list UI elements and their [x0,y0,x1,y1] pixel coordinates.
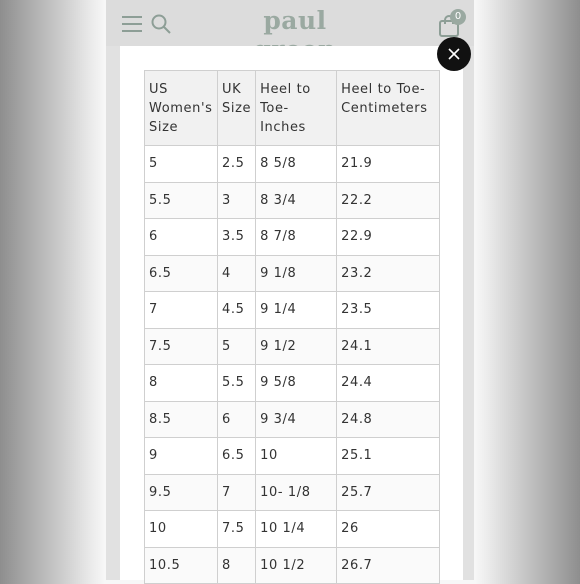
brand-logo[interactable]: paul [263,6,327,35]
table-cell: 9.5 [145,474,218,511]
table-cell: 21.9 [337,146,440,183]
table-cell: 10 [145,511,218,548]
table-cell: 5 [218,328,256,365]
table-cell: 10- 1/8 [256,474,337,511]
table-cell: 25.1 [337,438,440,475]
table-cell: 9 1/4 [256,292,337,329]
table-cell: 6.5 [218,438,256,475]
table-cell: 23.2 [337,255,440,292]
table-row [145,474,440,511]
table-cell: 10.5 [145,547,218,584]
table-cell: 6.5 [145,255,218,292]
table-cell: 25.7 [337,474,440,511]
table-cell: 10 1/2 [256,547,337,584]
table-cell: 24.1 [337,328,440,365]
table-cell: 10 [256,438,337,475]
table-cell: 8 3/4 [256,182,337,219]
table-cell: 7.5 [218,511,256,548]
table-cell: 10 1/4 [256,511,337,548]
table-row [145,292,440,329]
table-cell: 5.5 [145,182,218,219]
table-row [145,365,440,402]
column-header: US Women's Size [145,71,218,146]
table-cell: 24.8 [337,401,440,438]
table-cell: 7 [218,474,256,511]
cart-count-badge: 0 [450,9,466,25]
close-icon [446,46,462,62]
table-cell: 22.9 [337,219,440,256]
table-body [145,146,440,584]
table-cell: 3 [218,182,256,219]
table-row [145,401,440,438]
site-header [106,0,474,46]
table-cell: 6 [218,401,256,438]
column-header: Heel to Toe- Centimeters [337,71,440,146]
table-cell: 4.5 [218,292,256,329]
table-cell: 7.5 [145,328,218,365]
table-cell: 8 5/8 [256,146,337,183]
table-row [145,219,440,256]
table-cell: 23.5 [337,292,440,329]
table-cell: 8.5 [145,401,218,438]
table-cell: 9 1/8 [256,255,337,292]
table-row [145,438,440,475]
size-chart-table [144,70,440,584]
table-cell: 9 3/4 [256,401,337,438]
table-cell: 8 7/8 [256,219,337,256]
table-cell: 2.5 [218,146,256,183]
table-cell: 9 [145,438,218,475]
table-cell: 9 5/8 [256,365,337,402]
table-row [145,146,440,183]
column-header: UK Size [218,71,256,146]
table-cell: 8 [218,547,256,584]
table-cell: 6 [145,219,218,256]
table-row [145,255,440,292]
table-row [145,547,440,584]
table-cell: 24.4 [337,365,440,402]
table-cell: 5 [145,146,218,183]
table-row [145,328,440,365]
table-cell: 9 1/2 [256,328,337,365]
search-icon[interactable] [151,14,171,34]
menu-icon[interactable] [122,16,142,32]
table-cell: 7 [145,292,218,329]
close-button[interactable] [437,37,471,71]
table-cell: 8 [145,365,218,402]
table-cell: 26.7 [337,547,440,584]
table-cell: 22.2 [337,182,440,219]
table-row [145,511,440,548]
table-cell: 3.5 [218,219,256,256]
table-header-row [145,71,440,146]
table-row [145,182,440,219]
column-header: Heel to Toe- Inches [256,71,337,146]
table-cell: 5.5 [218,365,256,402]
table-cell: 4 [218,255,256,292]
table-cell: 26 [337,511,440,548]
